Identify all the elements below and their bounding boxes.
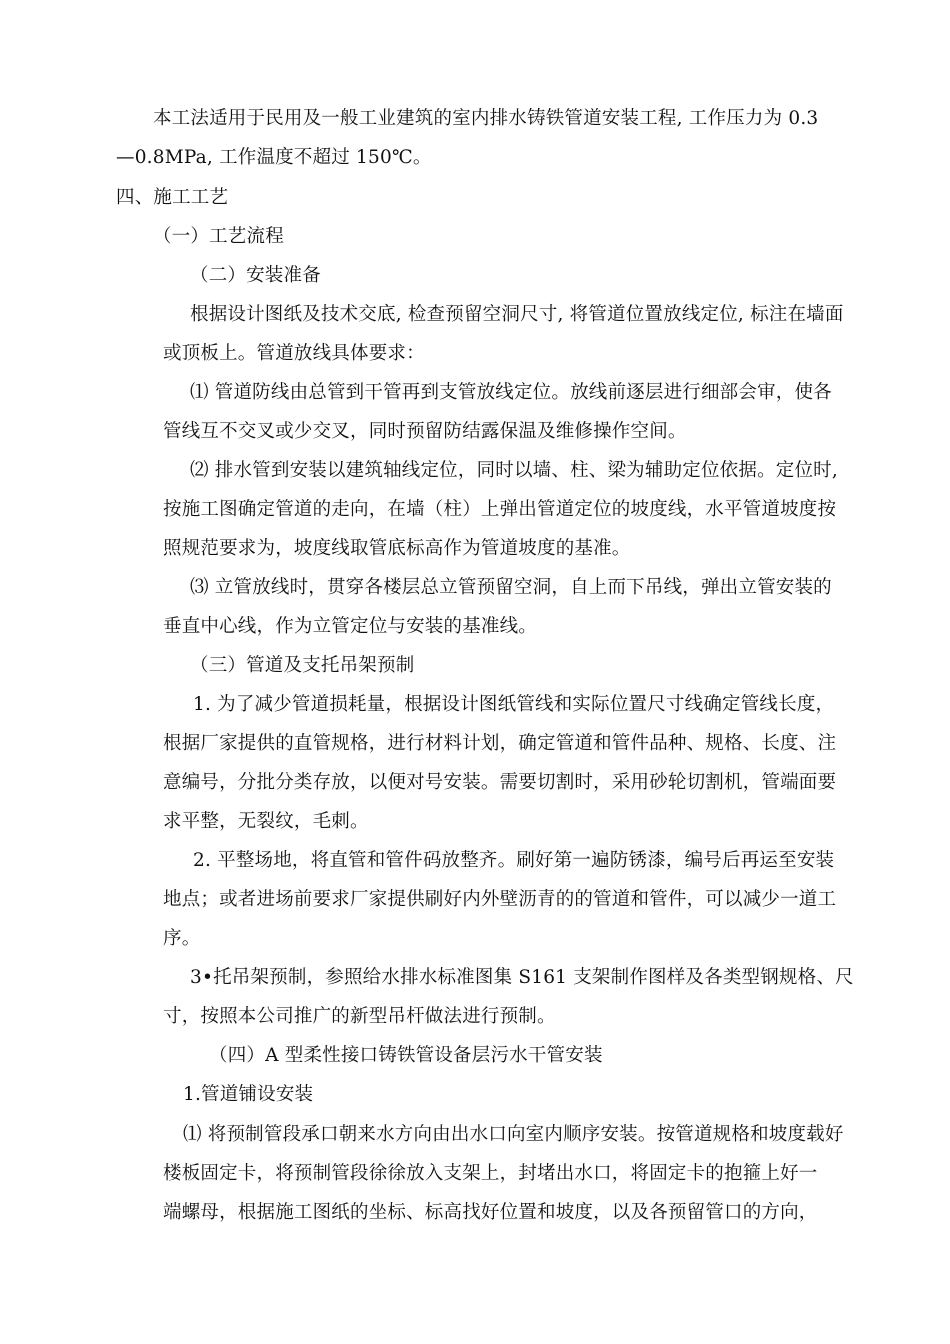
text-line: 地点；或者进场前要求厂家提供刷好内外壁沥青的的管道和管件，可以减少一道工 bbox=[163, 889, 837, 910]
text-line: ⑶ 立管放线时，贯穿各楼层总立管预留空洞，自上而下吊线，弹出立管安装的 bbox=[190, 577, 832, 598]
text-line: 或顶板上。管道放线具体要求： bbox=[163, 343, 425, 364]
text-line: 按施工图确定管道的走向，在墙（柱）上弹出管道定位的坡度线，水平管道坡度按 bbox=[163, 499, 837, 520]
text-line: 照规范要求为，坡度线取管底标高作为管道坡度的基准。 bbox=[163, 538, 631, 559]
text-line: ⑵ 排水管到安装以建筑轴线定位，同时以墙、柱、梁为辅助定位依据。定位时, bbox=[190, 460, 838, 481]
text-line: 端螺母，根据施工图纸的坐标、标高找好位置和坡度，以及各预留管口的方向， bbox=[163, 1202, 818, 1223]
text-line: 求平整，无裂纹，毛刺。 bbox=[163, 811, 369, 832]
text-line: 根据设计图纸及技术交底, 检查预留空洞尺寸, 将管道位置放线定位, 标注在墙面 bbox=[190, 304, 844, 325]
text-line: ⑴ 管道防线由总管到干管再到支管放线定位。放线前逐层进行细部会审，使各 bbox=[190, 382, 832, 403]
text-line: 管线互不交叉或少交叉，同时预留防结露保温及维修操作空间。 bbox=[163, 421, 687, 442]
section-heading: 四、施工工艺 bbox=[116, 187, 229, 208]
text-line: ⑴ 将预制管段承口朝来水方向由出水口向室内顺序安装。按管道规格和坡度载好 bbox=[183, 1124, 844, 1145]
text-line: 序。 bbox=[163, 928, 201, 949]
subsection-heading: （一）工艺流程 bbox=[153, 226, 284, 247]
subsection-heading: （二）安装准备 bbox=[190, 265, 321, 286]
text-line: 意编号，分批分类存放，以便对号安装。需要切割时，采用砂轮切割机，管端面要 bbox=[163, 772, 837, 793]
subsection-heading: （三）管道及支托吊架预制 bbox=[190, 655, 415, 676]
text-line: 垂直中心线，作为立管定位与安装的基准线。 bbox=[163, 616, 538, 637]
text-line: 1. 为了减少管道损耗量，根据设计图纸管线和实际位置尺寸线确定管线长度， bbox=[193, 694, 835, 715]
text-line: 2. 平整场地，将直管和管件码放整齐。刷好第一遍防锈漆，编号后再运至安装 bbox=[193, 850, 835, 871]
text-line: 楼板固定卡，将预制管段徐徐放入支架上，封堵出水口，将固定卡的抱箍上好一 bbox=[163, 1163, 818, 1184]
text-line: 本工法适用于民用及一般工业建筑的室内排水铸铁管道安装工程, 工作压力为 0.3 bbox=[153, 108, 819, 129]
text-line: —0.8MPa, 工作温度不超过 150℃。 bbox=[116, 147, 432, 168]
text-line: 3•托吊架预制，参照给水排水标准图集 S161 支架制作图样及各类型钢规格、尺 bbox=[190, 967, 854, 988]
subsection-heading: （四）A 型柔性接口铸铁管设备层污水干管安装 bbox=[209, 1045, 603, 1066]
text-line: 根据厂家提供的直管规格，进行材料计划，确定管道和管件品种、规格、长度、注 bbox=[163, 733, 837, 754]
text-line: 寸，按照本公司推广的新型吊杆做法进行预制。 bbox=[163, 1006, 556, 1027]
subsection-heading: 1.管道铺设安装 bbox=[183, 1084, 314, 1105]
